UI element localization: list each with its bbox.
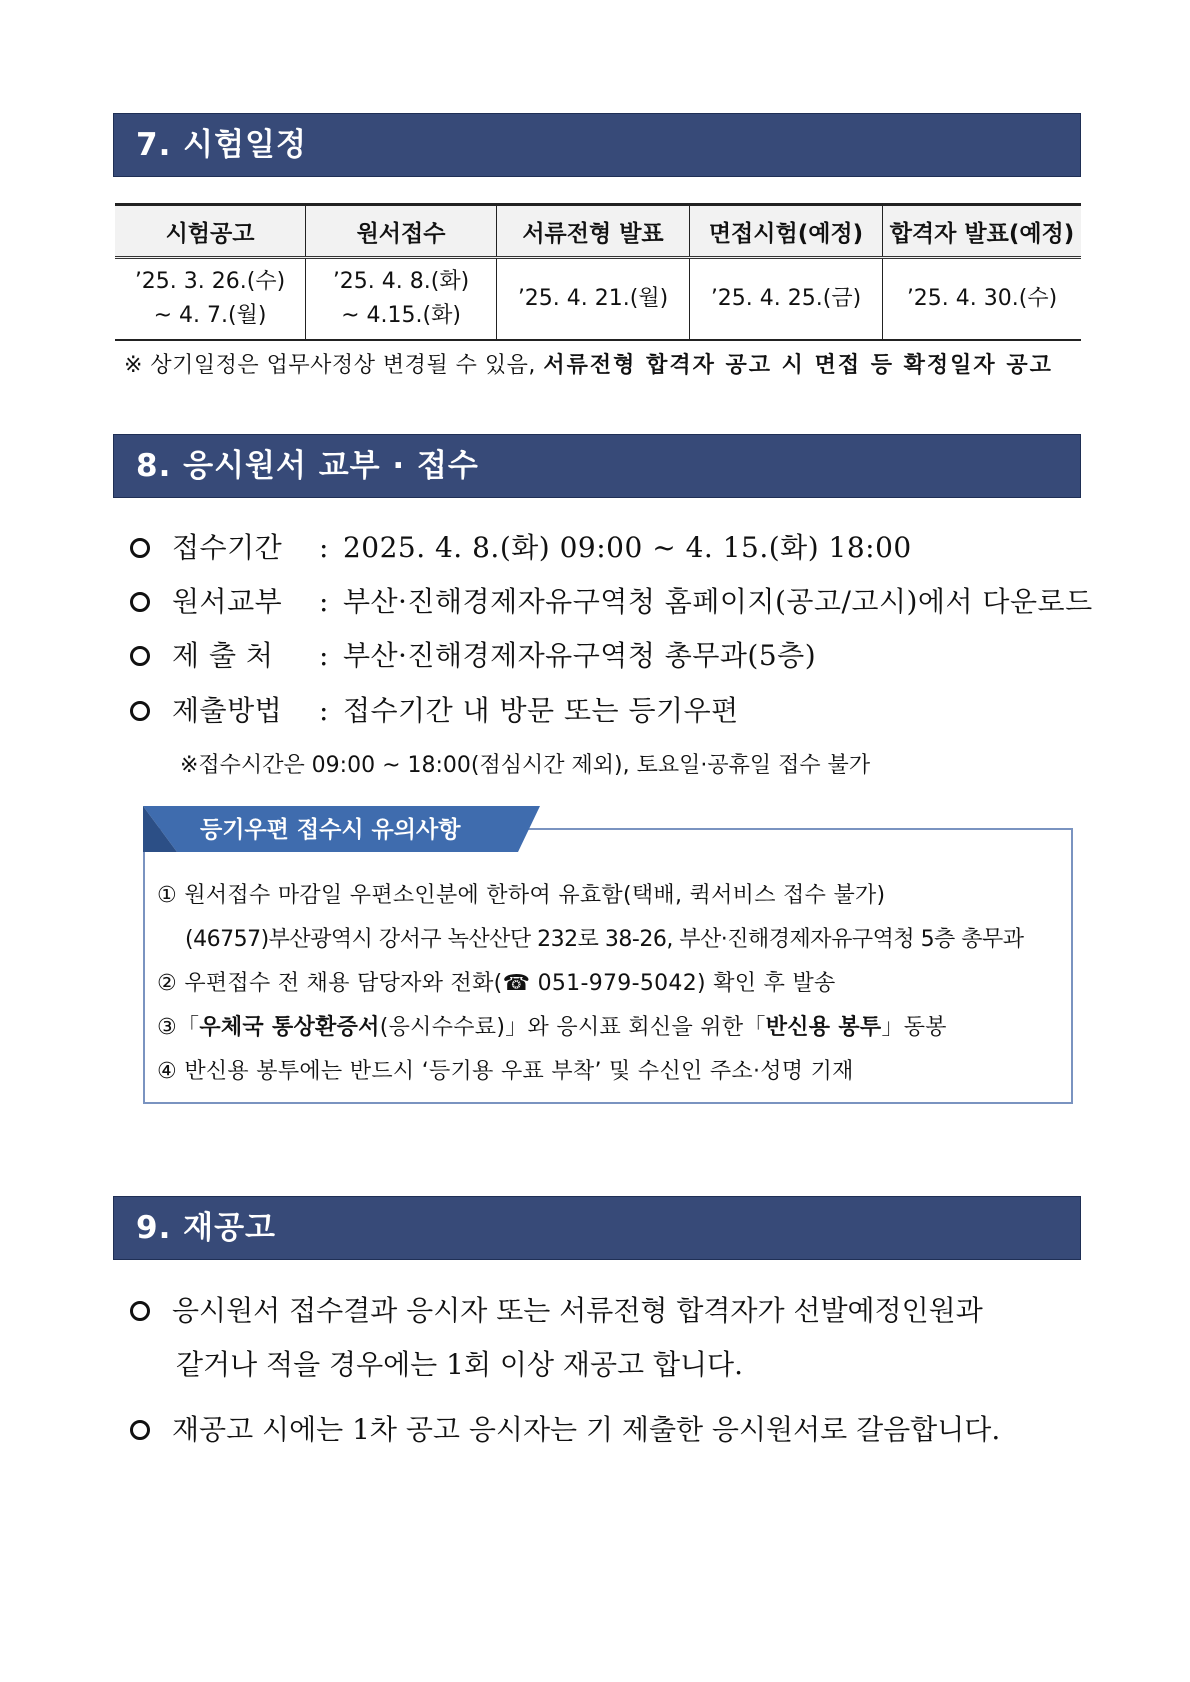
notice-line-3-envelope: 반신용 봉투: [765, 1015, 882, 1040]
schedule-cell-line: ~ 4.15.(화): [341, 303, 461, 328]
notice-line-3-e: 」동봉: [881, 1015, 947, 1040]
schedule-table: [115, 203, 1081, 341]
schedule-cell: [690, 258, 883, 341]
schedule-cell-line: ~ 4. 7.(월): [153, 303, 267, 328]
schedule-cell-line: ’25. 3. 26.(수): [134, 269, 286, 294]
item-label: 제 출 처: [172, 639, 274, 672]
schedule-cell: [883, 258, 1082, 341]
item-value: 부산·진해경제자유구역청 홈페이지(공고/고시)에서 다운로드: [342, 585, 1093, 618]
schedule-header: 원서접수: [306, 205, 497, 258]
schedule-note: [124, 348, 1053, 379]
notice-line-3-a: ③「: [157, 1015, 200, 1040]
item-separator: :: [319, 694, 329, 727]
section-7-title: 7. 시험일정: [136, 127, 307, 163]
item-label: 제출방법: [172, 694, 283, 727]
notice-line-1: ① 원서접수 마감일 우편소인분에 한하여 유효함(택배, 퀵서비스 접수 불가): [157, 883, 886, 908]
schedule-cell-line: ’25. 4. 8.(화): [332, 269, 470, 294]
section-8-title: 8. 응시원서 교부 · 접수: [136, 448, 479, 484]
circle-bullet-icon: [130, 701, 150, 721]
schedule-header: 합격자 발표(예정): [883, 205, 1082, 258]
item-label: 접수기간: [172, 531, 283, 564]
notice-line-address: (46757)부산광역시 강서구 녹산산단 232로 38-26, 부산·진해경제자유구역청 5층 총무과: [185, 927, 1024, 952]
section-9-header: [113, 1196, 1081, 1260]
schedule-header-row: [115, 205, 1081, 258]
schedule-cell: [115, 258, 306, 341]
schedule-cell-line: ’25. 4. 30.(수): [906, 286, 1058, 311]
item-value: 2025. 4. 8.(화) 09:00 ~ 4. 15.(화) 18:00: [342, 531, 912, 564]
list-item-distribution: [130, 580, 1093, 620]
list-item-period: [130, 526, 912, 566]
circle-bullet-icon: [130, 1420, 150, 1440]
schedule-header: 면접시험(예정): [690, 205, 883, 258]
item-label: 원서교부: [172, 585, 283, 618]
notice-line-3-c: (응시수수료)」와 응시표 회신을 위한「: [379, 1015, 766, 1040]
schedule-header: 시험공고: [115, 205, 306, 258]
section-7-header: [113, 113, 1081, 177]
repost-paragraph-1: [130, 1289, 983, 1329]
item-separator: :: [319, 531, 329, 564]
schedule-cell: [497, 258, 690, 341]
notice-line-3-money-order: 우체국 통상환증서: [199, 1015, 380, 1040]
repost-paragraph-2-text: 재공고 시에는 1차 공고 응시자는 기 제출한 응시원서로 갈음합니다.: [172, 1413, 1001, 1446]
schedule-note-plain: ※ 상기일정은 업무사정상 변경될 수 있음,: [124, 353, 544, 378]
mail-notice-title: 등기우편 접수시 유의사항: [200, 817, 461, 843]
notice-line-3: [157, 1010, 947, 1041]
reception-hours-note: ※접수시간은 09:00 ~ 18:00(점심시간 제외), 토요일·공휴일 접수 불가: [180, 753, 871, 778]
circle-bullet-icon: [130, 646, 150, 666]
section-9-title: 9. 재공고: [136, 1210, 276, 1246]
item-separator: :: [319, 585, 329, 618]
notice-line-2-text: ② 우편접수 전 채용 담당자와 전화(: [157, 971, 503, 996]
item-value: 부산·진해경제자유구역청 총무과(5층): [342, 639, 817, 672]
list-item-submit-place: [130, 634, 816, 674]
schedule-row: [115, 258, 1081, 341]
schedule-header: 서류전형 발표: [497, 205, 690, 258]
schedule-cell: [306, 258, 497, 341]
list-item-submit-method: [130, 689, 739, 729]
notice-line-4: ④ 반신용 봉투에는 반드시 ‘등기용 우표 부착’ 및 수신인 주소·성명 기재: [157, 1059, 854, 1084]
circle-bullet-icon: [130, 592, 150, 612]
section-8-header: [113, 434, 1081, 498]
repost-paragraph-1-line-1: 응시원서 접수결과 응시자 또는 서류전형 합격자가 선발예정인원과: [172, 1294, 983, 1327]
repost-paragraph-1-line-2: 같거나 적을 경우에는 1회 이상 재공고 합니다.: [176, 1348, 743, 1381]
circle-bullet-icon: [130, 1301, 150, 1321]
item-value: 접수기간 내 방문 또는 등기우편: [342, 694, 739, 727]
circle-bullet-icon: [130, 538, 150, 558]
notice-line-2: [157, 966, 836, 997]
schedule-note-bold: 서류전형 합격자 공고 시 면접 등 확정일자 공고: [543, 353, 1053, 378]
schedule-cell-line: ’25. 4. 25.(금): [710, 286, 862, 311]
phone-icon: ☎: [502, 971, 531, 996]
notice-line-2-phone: 051-979-5042) 확인 후 발송: [530, 971, 836, 996]
schedule-cell-line: ’25. 4. 21.(월): [517, 286, 669, 311]
repost-paragraph-2: [130, 1408, 1000, 1448]
item-separator: :: [319, 639, 329, 672]
